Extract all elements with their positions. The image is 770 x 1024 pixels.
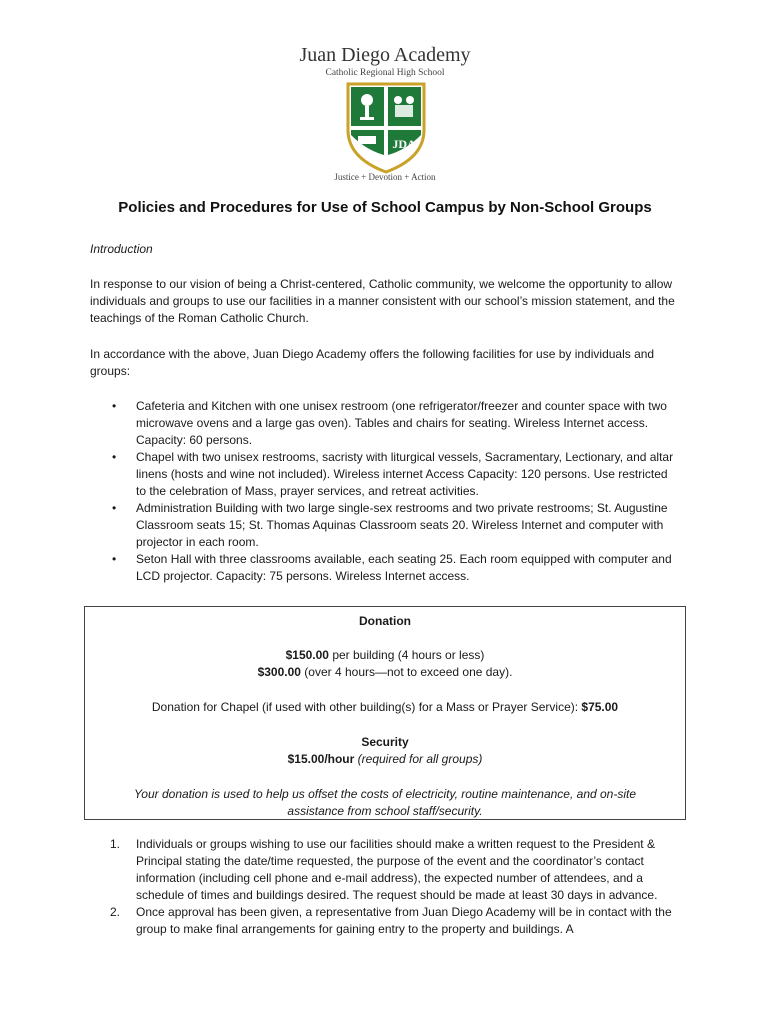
school-subtitle: Catholic Regional High School: [325, 68, 445, 78]
donation-rate-2: [85, 664, 685, 681]
facilities-list: [90, 398, 680, 585]
step-number: 1.: [110, 837, 121, 851]
security-rate: [85, 751, 685, 768]
facility-text: Administration Building with two large single-sex restrooms and two private restrooms; St. Augustine Classroom seats 15; St. Thomas Aquinas Classroom seats 20. Wireless Internet and computer with projector in each room.: [136, 501, 668, 549]
step-text: Individuals or groups wishing to use our facilities should make a written request to the President & Principal stating the date/time requested, the purpose of the event and the coordinator’s contact information (including cell phone and e-mail address), the expected number of attendees, and a schedule of times and buildings desired. The request should be made at least 30 days in advance.: [136, 837, 658, 902]
chapel-donation: [85, 699, 685, 716]
list-item: [90, 500, 680, 551]
chapel-amount: $75.00: [581, 700, 619, 714]
list-item: [90, 449, 680, 500]
rate-2-text: (over 4 hours—not to exceed one day).: [300, 665, 513, 679]
facility-text: Chapel with two unisex restrooms, sacristy with liturgical vessels, Sacramentary, Lectionary, and altar linens (hosts and wine not included). Wireless internet Access Capacity: 120 persons. Use restricted to the celebration of Mass, prayer services, and retreat activities.: [136, 450, 674, 498]
facility-text: Seton Hall with three classrooms available, each seating 25. Each room equipped with computer and LCD projector. Capacity: 75 persons. Wireless Internet access.: [136, 552, 672, 583]
step-number: 2.: [110, 905, 121, 919]
list-item: [90, 551, 680, 585]
chapel-text: Donation for Chapel (if used with other building(s) for a Mass or Prayer Service):: [151, 700, 582, 714]
page-title: Policies and Procedures for Use of School Campus by Non-School Groups: [118, 199, 652, 216]
donation-heading: Donation: [359, 614, 411, 628]
school-name: Juan Diego Academy: [299, 44, 471, 66]
list-item: [90, 904, 680, 938]
rate-1-amount: $150.00: [285, 648, 329, 662]
rate-2-amount: $300.00: [257, 665, 301, 679]
facilities-intro-paragraph: In accordance with the above, Juan Diego Academy offers the following facilities for use by individuals and groups:: [90, 347, 655, 378]
bullet-icon: •: [112, 552, 117, 566]
list-item: [90, 398, 680, 449]
donation-footer-note: Your donation is used to help us offset the costs of electricity, routine maintenance, and on-site assistance from school staff/security.: [133, 787, 637, 818]
rate-1-text: per building (4 hours or less): [328, 648, 485, 662]
donation-box: [84, 606, 686, 820]
section-heading: Introduction: [90, 242, 153, 256]
procedure-steps-list: [90, 836, 680, 938]
intro-paragraph: In response to our vision of being a Christ-centered, Catholic community, we welcome the opportunity to allow individuals and groups to use our facilities in a manner consistent with our school’s mission statement, and the teachings of the Roman Catholic Church.: [90, 277, 675, 325]
donation-rate-1: [85, 647, 685, 664]
security-note: (required for all groups): [354, 752, 483, 766]
list-item: [90, 836, 680, 904]
security-amount: $15.00/hour: [287, 752, 355, 766]
school-motto: Justice + Devotion + Action: [334, 172, 436, 182]
crest-initials-text: JDA: [392, 137, 416, 151]
step-text: Once approval has been given, a representative from Juan Diego Academy will be in contact with the group to make final arrangements for gaining entry to the property and buildings. A: [136, 905, 672, 936]
bullet-icon: •: [112, 450, 117, 464]
facility-text: Cafeteria and Kitchen with one unisex restroom (one refrigerator/freezer and counter space with two microwave ovens and a large gas oven). Tables and chairs for seating. Wireless Internet access. Capacity: 60 persons.: [136, 399, 667, 447]
bullet-icon: •: [112, 501, 117, 515]
school-crest-logo: [344, 80, 428, 174]
security-heading: Security: [361, 735, 409, 749]
bullet-icon: •: [112, 399, 117, 413]
